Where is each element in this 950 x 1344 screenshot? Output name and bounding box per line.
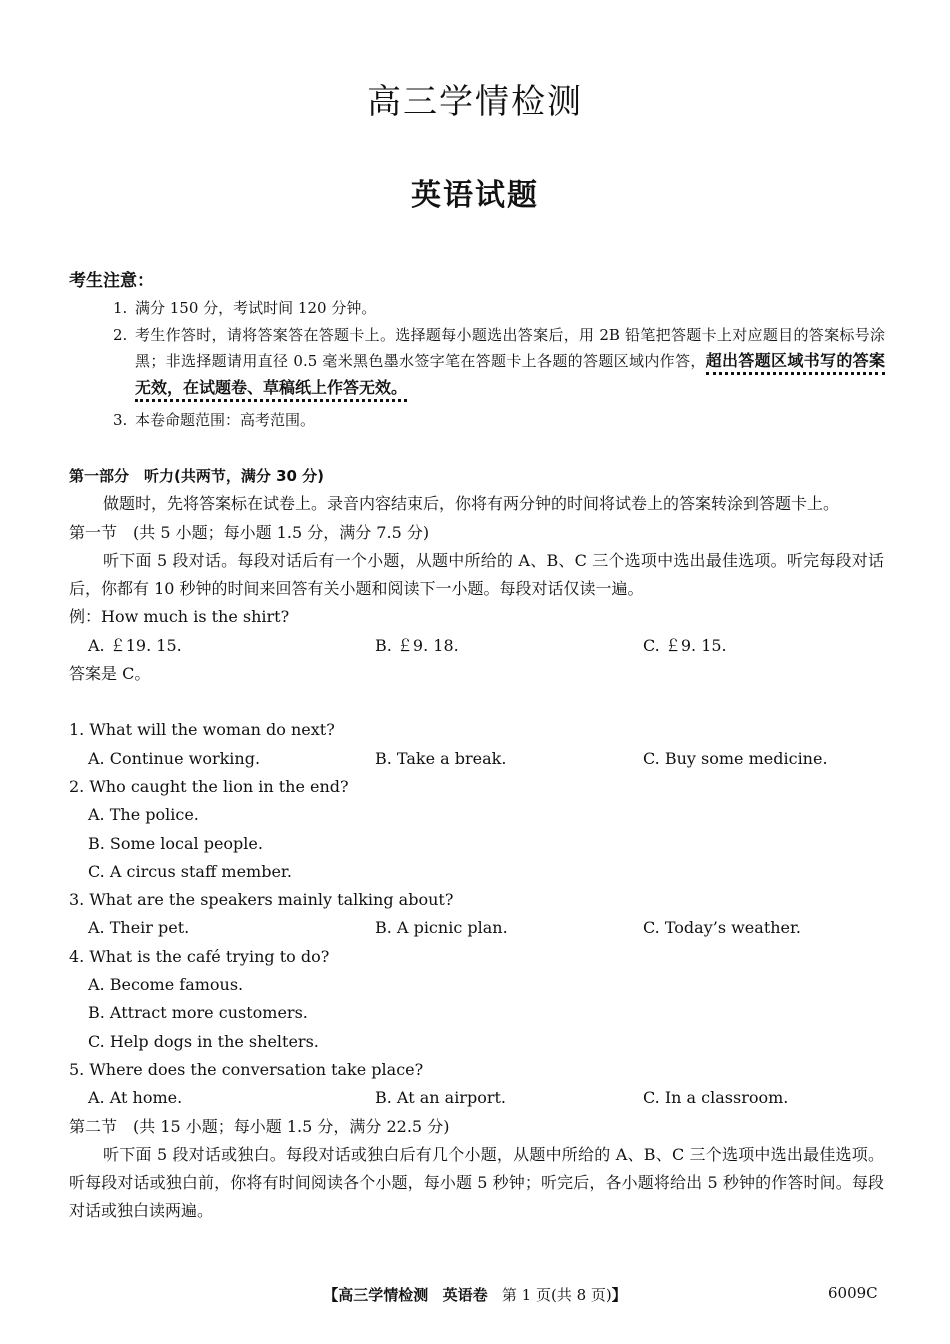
exam-subject-title: 英语试题 <box>411 178 539 213</box>
question-2-option-a: A. The police. <box>88 805 199 825</box>
notice-heading: 考生注意： <box>69 271 154 291</box>
footer-subject: 英语卷 <box>442 1286 488 1304</box>
question-2: 2. Who caught the lion in the end? <box>69 776 349 796</box>
section1-heading: 第一节 (共 5 小题；每小题 1.5 分，满分 7.5 分) <box>69 522 430 542</box>
section1-instructions: 听下面 5 段对话。每段对话后有一个小题，从题中所给的 A、B、C 三个选项中选出最佳选项。听完每段对话后，你都有 10 秒钟的时间来回答有关小题和阅读下一小题。每段对话仅读一遍。 <box>69 550 884 599</box>
notice-item: 3. 本卷命题范围：高考范围。 <box>113 411 316 429</box>
question-5: 5. Where does the conversation take place? <box>69 1059 424 1079</box>
page-footer: 【高三学情检测 英语卷 第 1 页(共 8 页)】 <box>323 1286 627 1304</box>
notice-emphasis: 超出答题区域书写的答案无效，在试题卷、草稿纸上作答无效。 <box>135 351 885 402</box>
question-3-options: A. Their pet. B. A picnic plan. C. Today’s weather. <box>88 918 801 938</box>
question-5-options: A. At home. B. At an airport. C. In a classroom. <box>88 1088 789 1108</box>
example-options: A. ￡19. 15. B. ￡9. 18. C. ￡9. 15. <box>88 635 727 655</box>
notice-list <box>113 295 885 434</box>
question-4-option-a: A. Become famous. <box>88 975 244 995</box>
paper-code: 6009C <box>828 1284 878 1302</box>
part1-heading: 第一部分 听力(共两节，满分 30 分) <box>69 467 325 485</box>
question-4: 4. What is the café trying to do? <box>69 946 330 966</box>
exam-title: 高三学情检测 <box>367 82 583 122</box>
part1-intro: 做题时，先将答案标在试卷上。录音内容结束后，你将有两分钟的时间将试卷上的答案转涂到答题卡上。 <box>103 494 840 514</box>
question-4-option-c: C. Help dogs in the shelters. <box>88 1031 319 1051</box>
part1 <box>69 462 884 1226</box>
question-1-options: A. Continue working. B. Take a break. C. Buy some medicine. <box>88 748 828 768</box>
question-2-option-b: B. Some local people. <box>88 833 263 853</box>
question-2-option-c: C. A circus staff member. <box>88 861 292 881</box>
example-answer: 答案是 C。 <box>69 664 151 684</box>
notice-item: 2. 考生作答时，请将答案答在答题卡上。选择题每小题选出答案后，用 2B 铅笔把答题卡上对应题目的答案标号涂黑；非选择题请用直径 0.5 毫米黑色墨水签字笔在答题卡上各题的答题区域内作答，超出答题区域书写的答案无效，在试题卷、草稿纸上作答无效。 <box>113 322 885 402</box>
page-number: 第 1 页(共 8 页) <box>501 1286 612 1304</box>
notice-item: 1. 满分 150 分，考试时间 120 分钟。 <box>113 299 377 317</box>
question-4-option-b: B. Attract more customers. <box>88 1003 308 1023</box>
section2-instructions: 听下面 5 段对话或独白。每段对话或独白后有几个小题，从题中所给的 A、B、C 三个选项中选出最佳选项。听每段对话或独白前，你将有时间阅读各个小题，每小题 5 秒钟；听完后，各小题将给出 5 秒钟的作答时间。每段对话或独白读两遍。 <box>69 1144 884 1221</box>
question-3: 3. What are the speakers mainly talking about? <box>69 890 454 910</box>
footer-exam: 高三学情检测 <box>338 1286 429 1304</box>
section2-heading: 第二节 (共 15 小题；每小题 1.5 分，满分 22.5 分) <box>69 1116 450 1136</box>
question-1: 1. What will the woman do next? <box>69 720 335 740</box>
example-question: 例：How much is the shirt? <box>69 607 290 627</box>
